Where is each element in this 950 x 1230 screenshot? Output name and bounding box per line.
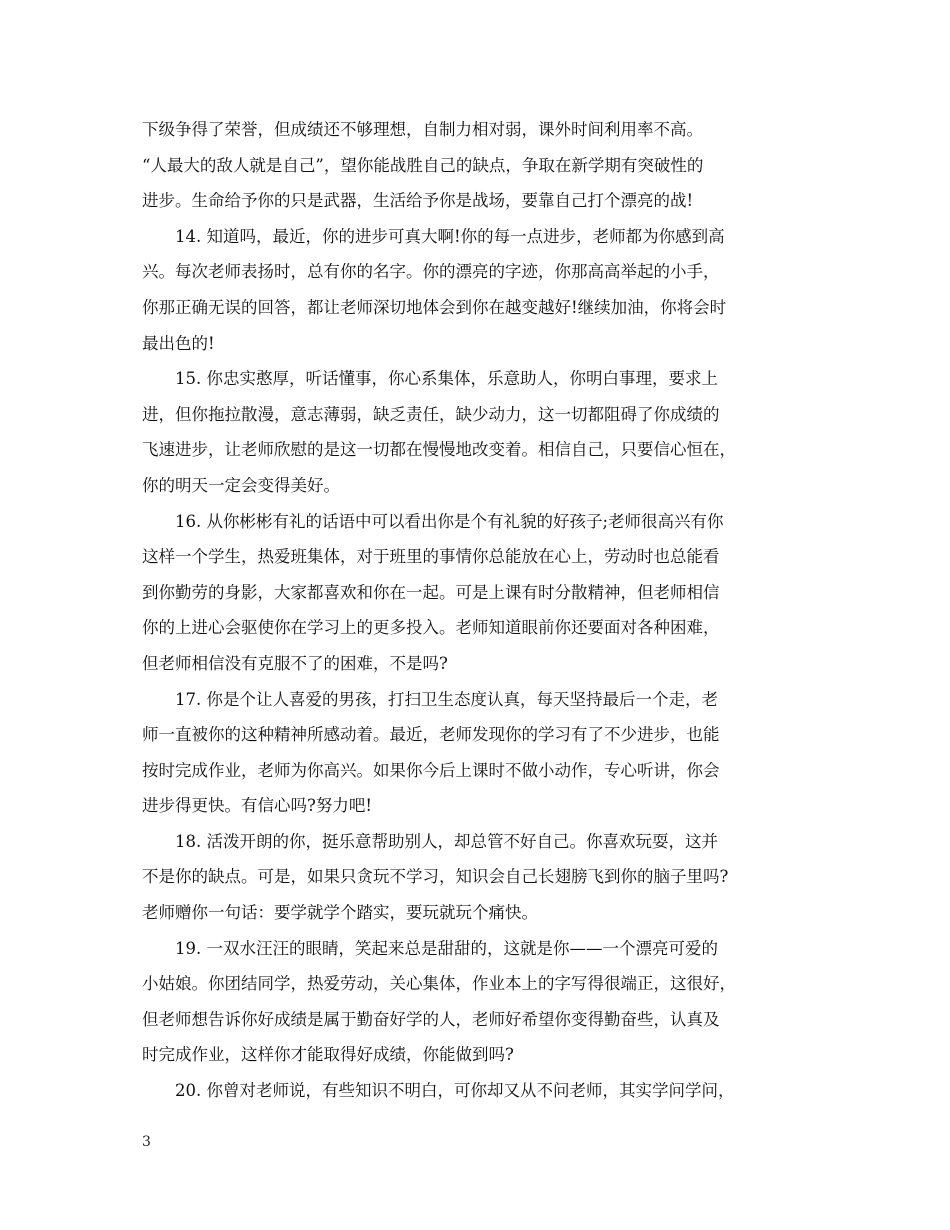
paragraph-line: 时完成作业，这样你才能取得好成绩，你能做到吗? [142, 1045, 514, 1065]
paragraph-line: 这样一个学生，热爱班集体，对于班里的事情你总能放在心上，劳动时也总能看 [142, 547, 720, 567]
paragraph-first-line: 20. 你曾对老师说，有些知识不明白，可你却又从不问老师，其实学问学问， [175, 1081, 735, 1101]
document-body [142, 112, 824, 1109]
paragraph-first-line: 14. 知道吗，最近，你的进步可真大啊!你的每一点进步，老师都为你感到高 [175, 226, 725, 246]
paragraph-line: 小姑娘。你团结同学，热爱劳动，关心集体，作业本上的字写得很端正，这很好， [142, 974, 736, 994]
paragraph-first-line: 15. 你忠实憨厚，听话懂事，你心系集体，乐意助人，你明白事理，要求上 [175, 369, 718, 389]
paragraph-line: 但老师相信没有克服不了的困难，不是吗? [142, 653, 448, 673]
paragraph-line: 最出色的! [142, 333, 215, 353]
paragraph-line: 你的明天一定会变得美好。 [142, 475, 340, 495]
paragraph-line: 进步得更快。有信心吗?努力吧! [142, 796, 372, 816]
paragraph-first-line: 18. 活泼开朗的你，挺乐意帮助别人，却总管不好自己。你喜欢玩耍，这并 [175, 831, 718, 851]
paragraph-line: 进步。生命给予你的只是武器，生活给予你是战场，要靠自己打个漂亮的战! [142, 191, 694, 211]
paragraph-line: 你那正确无误的回答，都让老师深切地体会到你在越变越好!继续加油，你将会时 [142, 297, 727, 317]
paragraph-line: 兴。每次老师表扬时，总有你的名字。你的漂亮的字迹，你那高高举起的小手， [142, 262, 720, 282]
paragraph-first-line: 16. 从你彬彬有礼的话语中可以看出你是个有礼貌的好孩子;老师很高兴有你 [175, 511, 724, 531]
paragraph-line: 飞速进步，让老师欣慰的是这一切都在慢慢地改变着。相信自己，只要信心恒在， [142, 440, 736, 460]
paragraph-first-line: 17. 你是个让人喜爱的男孩，打扫卫生态度认真，每天坚持最后一个走，老 [175, 689, 718, 709]
paragraph-first-line: 19. 一双水汪汪的眼睛，笑起来总是甜甜的，这就是你——一个漂亮可爱的 [175, 938, 718, 958]
page-number: 3 [142, 1134, 151, 1150]
paragraph-line: 但老师想告诉你好成绩是属于勤奋好学的人，老师好希望你变得勤奋些，认真及 [142, 1009, 720, 1029]
paragraph-line: 到你勤劳的身影，大家都喜欢和你在一起。可是上课有时分散精神，但老师相信 [142, 582, 720, 602]
paragraph-line: 师一直被你的这种精神所感动着。最近，老师发现你的学习有了不少进步，也能 [142, 725, 720, 745]
paragraph-line: 不是你的缺点。可是，如果只贪玩不学习，知识会自己长翅膀飞到你的脑子里吗? [142, 867, 729, 887]
paragraph-line: 按时完成作业，老师为你高兴。如果你今后上课时不做小动作，专心听讲，你会 [142, 760, 720, 780]
paragraph-line: 你的上进心会驱使你在学习上的更多投入。老师知道眼前你还要面对各种困难， [142, 618, 720, 638]
paragraph-line: 进，但你拖拉散漫，意志薄弱，缺乏责任，缺少动力，这一切都阻碍了你成绩的 [142, 404, 720, 424]
paragraph-line: 老师赠你一句话：要学就学个踏实，要玩就玩个痛快。 [142, 903, 538, 923]
paragraph-line: 下级争得了荣誉，但成绩还不够理想，自制力相对弱，课外时间利用率不高。 [142, 120, 703, 139]
paragraph-line: “人最大的敌人就是自己”，望你能战胜自己的缺点，争取在新学期有突破性的 [142, 155, 704, 175]
